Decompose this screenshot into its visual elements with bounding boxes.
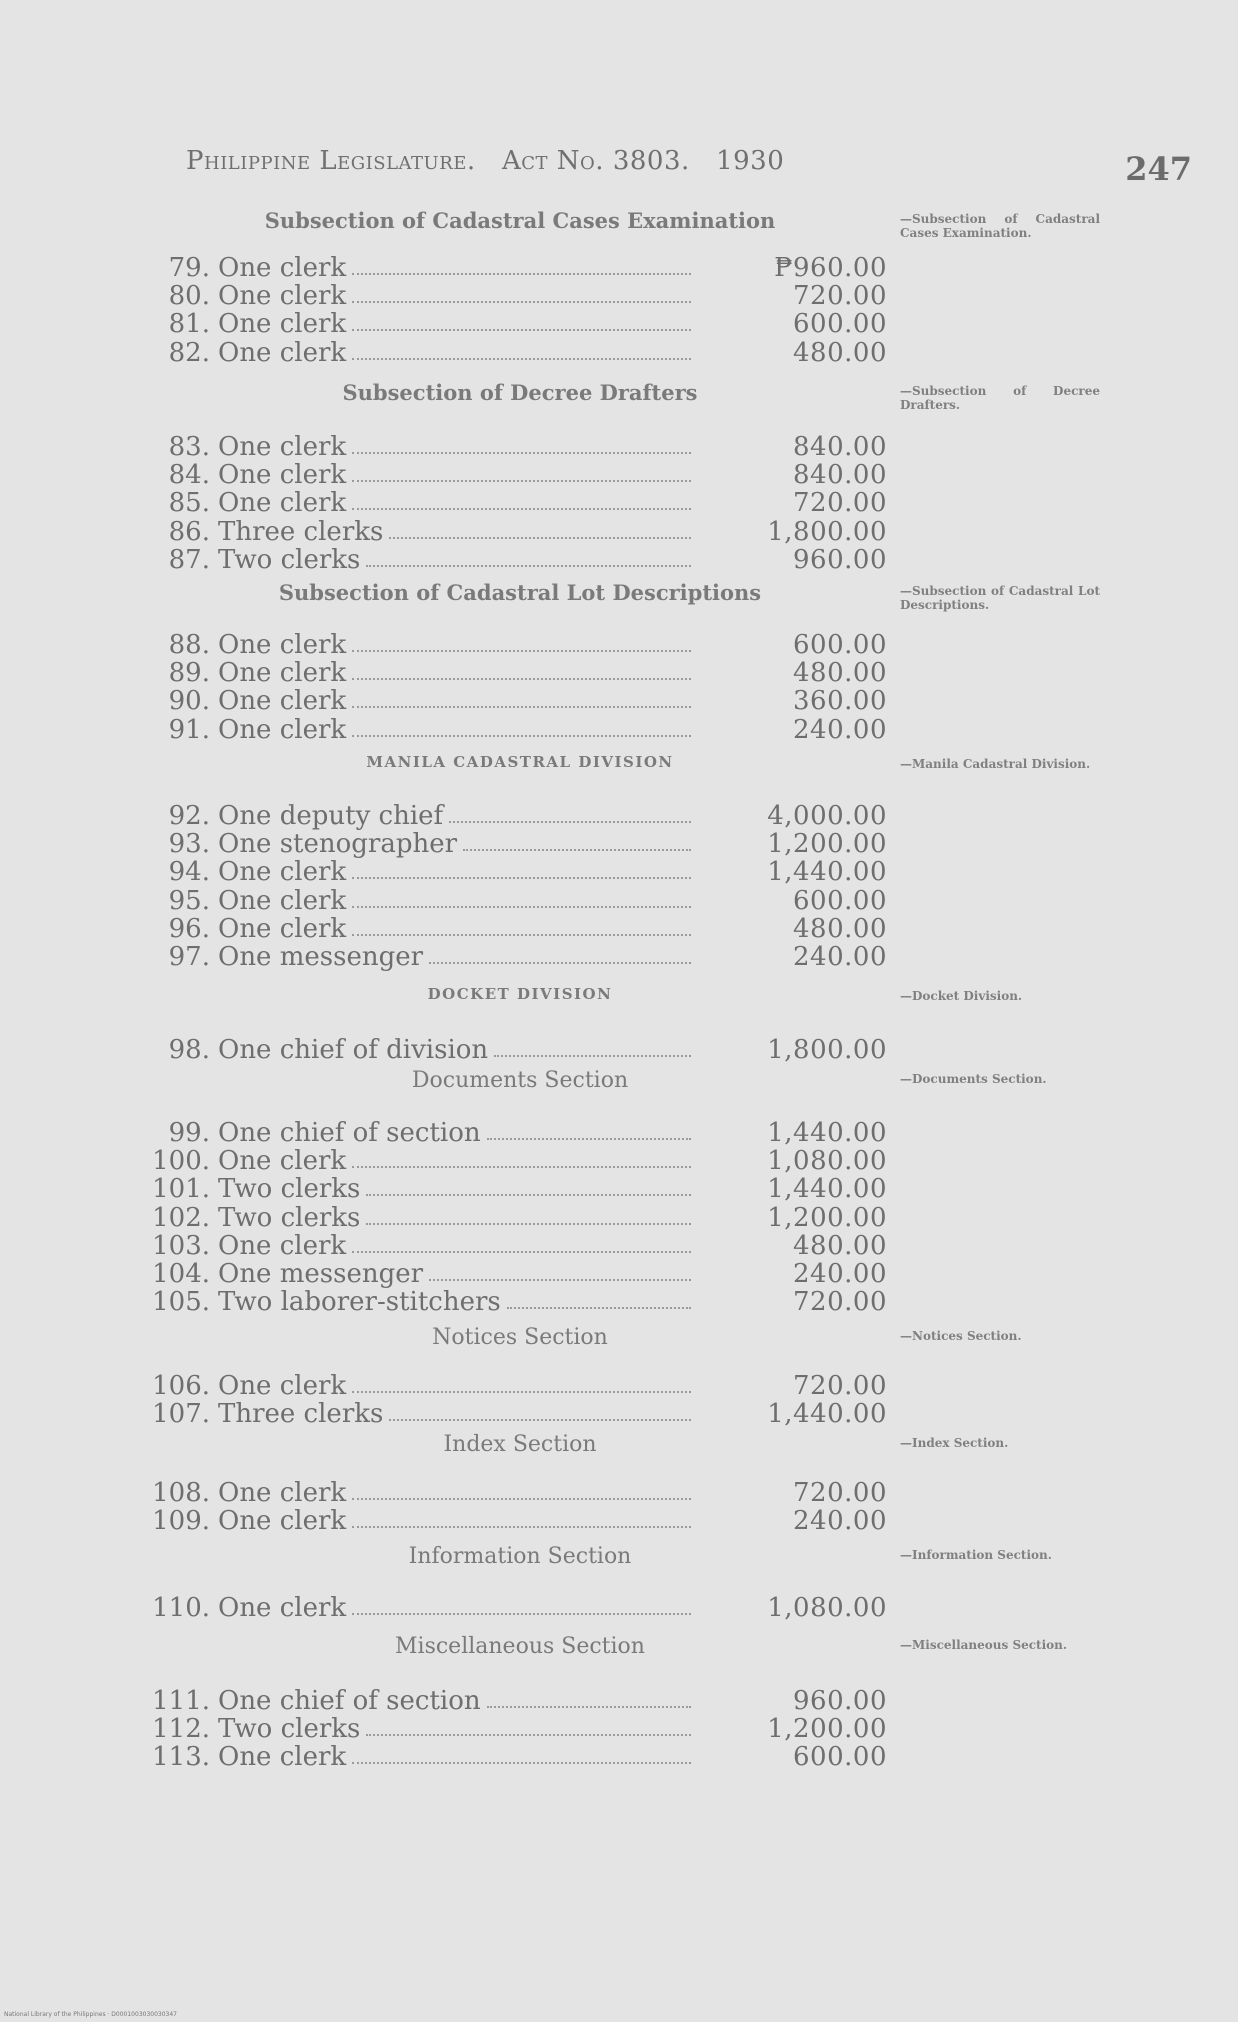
dot-leader xyxy=(487,1136,691,1140)
list-item xyxy=(152,338,887,366)
item-amount: 480.00 xyxy=(793,658,887,689)
dot-leader xyxy=(429,960,691,964)
item-number: 91. xyxy=(168,714,210,745)
dot-leader xyxy=(352,676,691,680)
item-description: One messenger xyxy=(218,942,424,972)
item-description: Two clerks xyxy=(218,1202,361,1233)
item-description: One chief of division xyxy=(218,1035,489,1065)
item-amount: 720.00 xyxy=(793,1287,887,1318)
item-number: 84. xyxy=(168,460,210,491)
section-heading: Subsection of Cadastral Lot Descriptions xyxy=(278,580,762,605)
section-heading: Documents Section xyxy=(411,1068,629,1093)
dot-leader xyxy=(352,1760,691,1764)
item-description: One clerk xyxy=(218,658,347,689)
item-description: One clerk xyxy=(218,337,347,368)
item-number: 83. xyxy=(168,432,210,462)
list-item xyxy=(152,1506,887,1537)
item-description: One clerk xyxy=(218,630,347,660)
dot-leader xyxy=(352,704,691,708)
list-item xyxy=(152,1146,887,1177)
list-item xyxy=(152,432,887,460)
dot-leader xyxy=(449,819,691,823)
dot-leader xyxy=(352,932,691,936)
item-amount: 840.00 xyxy=(793,432,887,462)
dot-leader xyxy=(352,1496,691,1500)
margin-note: —Miscellaneous Section. xyxy=(900,1638,1068,1652)
item-description: One clerk xyxy=(218,885,347,916)
item-amount: 1,440.00 xyxy=(767,1174,887,1205)
item-number: 113. xyxy=(152,1742,210,1773)
header-act: Act No. 3803. xyxy=(501,146,690,176)
section-heading: MANILA CADASTRAL DIVISION xyxy=(366,753,674,771)
item-description: One clerk xyxy=(218,686,347,717)
item-description: Two clerks xyxy=(218,1174,361,1205)
page-number: 247 xyxy=(1125,150,1192,188)
item-description: Two clerks xyxy=(218,544,361,575)
list-item xyxy=(152,517,887,545)
dot-leader xyxy=(463,847,691,851)
item-amount: 600.00 xyxy=(793,630,887,660)
item-number: 81. xyxy=(168,309,210,340)
item-amount: 4,000.00 xyxy=(767,801,887,831)
list-item xyxy=(152,1742,887,1773)
item-amount: 1,440.00 xyxy=(767,1399,887,1430)
list-item xyxy=(152,857,887,888)
running-header xyxy=(186,146,784,176)
dot-leader xyxy=(389,535,691,539)
footer-credit: National Library of the Philippines · D0001003030030347 xyxy=(4,2011,177,2018)
item-number: 97. xyxy=(168,942,210,972)
margin-note: —Manila Cadastral Division. xyxy=(900,757,1091,771)
item-number: 105. xyxy=(152,1287,210,1318)
item-amount: 480.00 xyxy=(793,337,887,368)
dot-leader xyxy=(352,648,691,652)
item-amount: 600.00 xyxy=(793,885,887,916)
item-number: 82. xyxy=(168,337,210,368)
list-item xyxy=(152,630,887,658)
item-description: One clerk xyxy=(218,857,347,888)
item-description: Three clerks xyxy=(218,516,384,547)
margin-note: —Index Section. xyxy=(900,1436,1009,1450)
item-amount: 840.00 xyxy=(793,460,887,491)
item-number: 79. xyxy=(168,253,210,283)
dot-leader xyxy=(389,1417,691,1421)
section-heading: Subsection of Decree Drafters xyxy=(342,380,698,405)
item-number: 102. xyxy=(152,1202,210,1233)
item-description: One deputy chief xyxy=(218,801,444,831)
item-number: 109. xyxy=(152,1506,210,1537)
item-number: 101. xyxy=(152,1174,210,1205)
item-description: Two clerks xyxy=(218,1714,361,1745)
item-number: 106. xyxy=(152,1371,210,1401)
list-item xyxy=(152,1478,887,1506)
margin-note: —Notices Section. xyxy=(900,1329,1022,1343)
item-description: One clerk xyxy=(218,714,347,745)
margin-note: —Documents Section. xyxy=(900,1072,1047,1086)
item-amount: 1,080.00 xyxy=(767,1593,887,1623)
list-item xyxy=(152,942,887,970)
item-amount: 1,800.00 xyxy=(767,516,887,547)
dot-leader xyxy=(352,271,691,275)
dot-leader xyxy=(487,1704,691,1708)
item-amount: 240.00 xyxy=(793,714,887,745)
dot-leader xyxy=(352,327,691,331)
list-item xyxy=(152,460,887,491)
list-item xyxy=(152,829,887,860)
item-number: 103. xyxy=(152,1230,210,1261)
list-item xyxy=(152,686,887,717)
section-heading: Miscellaneous Section xyxy=(395,1634,645,1659)
item-description: One clerk xyxy=(218,1593,347,1623)
list-item xyxy=(152,1035,887,1063)
margin-note: —Information Section. xyxy=(900,1548,1052,1562)
item-number: 90. xyxy=(168,686,210,717)
item-description: One clerk xyxy=(218,488,347,519)
item-number: 98. xyxy=(168,1035,210,1065)
item-amount: 960.00 xyxy=(793,1686,887,1716)
item-description: One clerk xyxy=(218,432,347,462)
list-item xyxy=(152,1118,887,1146)
dot-leader xyxy=(366,1732,691,1736)
item-description: One clerk xyxy=(218,1371,347,1401)
list-item xyxy=(152,1593,887,1621)
margin-note: —Subsection of Cadastral Lot Descriptions. xyxy=(900,584,1100,612)
item-number: 86. xyxy=(168,516,210,547)
item-amount: 480.00 xyxy=(793,1230,887,1261)
item-description: One clerk xyxy=(218,913,347,944)
item-amount: 720.00 xyxy=(793,281,887,312)
list-item xyxy=(152,253,887,281)
item-number: 104. xyxy=(152,1259,210,1289)
dot-leader xyxy=(507,1305,691,1309)
item-amount: 240.00 xyxy=(793,942,887,972)
item-number: 80. xyxy=(168,281,210,312)
margin-note: —Docket Division. xyxy=(900,989,1023,1003)
item-amount: 600.00 xyxy=(793,1742,887,1773)
list-item xyxy=(152,914,887,942)
item-amount: 240.00 xyxy=(793,1259,887,1289)
margin-note: —Subsection of Decree Drafters. xyxy=(900,384,1100,412)
item-number: 112. xyxy=(152,1714,210,1745)
dot-leader xyxy=(429,1277,691,1281)
item-description: Two laborer-stitchers xyxy=(218,1287,501,1318)
list-item xyxy=(152,1714,887,1745)
item-number: 107. xyxy=(152,1399,210,1430)
item-number: 85. xyxy=(168,488,210,519)
item-amount: 720.00 xyxy=(793,488,887,519)
dot-leader xyxy=(366,563,691,567)
section-heading: Subsection of Cadastral Cases Examination xyxy=(264,208,776,233)
list-item xyxy=(152,309,887,340)
item-description: One chief of section xyxy=(218,1118,481,1148)
item-description: One clerk xyxy=(218,1742,347,1773)
item-number: 95. xyxy=(168,885,210,916)
dot-leader xyxy=(352,904,691,908)
item-description: One clerk xyxy=(218,460,347,491)
list-item xyxy=(152,281,887,312)
dot-leader xyxy=(352,1249,691,1253)
item-amount: 960.00 xyxy=(793,544,887,575)
item-description: One clerk xyxy=(218,309,347,340)
list-item xyxy=(152,886,887,914)
item-amount: 1,080.00 xyxy=(767,1146,887,1177)
item-amount: 360.00 xyxy=(793,686,887,717)
list-item xyxy=(152,658,887,689)
list-item xyxy=(152,1174,887,1205)
item-amount: 600.00 xyxy=(793,309,887,340)
section-heading: Information Section xyxy=(408,1544,632,1569)
list-item xyxy=(152,1371,887,1399)
dot-leader xyxy=(352,1524,691,1528)
item-amount: 720.00 xyxy=(793,1478,887,1508)
item-description: Three clerks xyxy=(218,1399,384,1430)
list-item xyxy=(152,1399,887,1430)
dot-leader xyxy=(366,1221,691,1225)
item-amount: 1,440.00 xyxy=(767,857,887,888)
item-description: One clerk xyxy=(218,1478,347,1508)
item-amount: 1,200.00 xyxy=(767,1714,887,1745)
item-amount: 1,200.00 xyxy=(767,1202,887,1233)
item-description: One clerk xyxy=(218,253,347,283)
item-number: 94. xyxy=(168,857,210,888)
item-description: One clerk xyxy=(218,281,347,312)
header-left: Philippine Legislature. xyxy=(186,146,476,176)
item-number: 87. xyxy=(168,544,210,575)
item-number: 92. xyxy=(168,801,210,831)
list-item xyxy=(152,1287,887,1318)
dot-leader xyxy=(352,450,691,454)
list-item xyxy=(152,545,887,573)
list-item xyxy=(152,801,887,829)
dot-leader xyxy=(352,1164,691,1168)
item-number: 88. xyxy=(168,630,210,660)
dot-leader xyxy=(352,1611,691,1615)
item-description: One messenger xyxy=(218,1259,424,1289)
section-heading: Notices Section xyxy=(432,1325,608,1350)
item-number: 99. xyxy=(168,1118,210,1148)
item-number: 93. xyxy=(168,829,210,860)
item-amount: 1,200.00 xyxy=(767,829,887,860)
dot-leader xyxy=(352,478,691,482)
item-number: 100. xyxy=(152,1146,210,1177)
margin-note: —Subsection of Cadastral Cases Examination. xyxy=(900,212,1100,240)
item-amount: 240.00 xyxy=(793,1506,887,1537)
section-heading: Index Section xyxy=(443,1432,597,1457)
item-description: One clerk xyxy=(218,1230,347,1261)
list-item xyxy=(152,715,887,743)
item-number: 96. xyxy=(168,913,210,944)
item-number: 111. xyxy=(152,1686,210,1716)
list-item xyxy=(152,1686,887,1714)
item-amount: 480.00 xyxy=(793,913,887,944)
dot-leader xyxy=(352,356,691,360)
item-description: One chief of section xyxy=(218,1686,481,1716)
item-amount: 720.00 xyxy=(793,1371,887,1401)
list-item xyxy=(152,1203,887,1231)
list-item xyxy=(152,488,887,519)
dot-leader xyxy=(352,299,691,303)
dot-leader xyxy=(352,733,691,737)
item-amount: ₱960.00 xyxy=(774,253,887,283)
item-description: One clerk xyxy=(218,1146,347,1177)
dot-leader xyxy=(352,1389,691,1393)
list-item xyxy=(152,1259,887,1287)
dot-leader xyxy=(352,875,691,879)
dot-leader xyxy=(494,1053,691,1057)
item-description: One clerk xyxy=(218,1506,347,1537)
list-item xyxy=(152,1231,887,1259)
dot-leader xyxy=(352,506,691,510)
item-number: 89. xyxy=(168,658,210,689)
item-number: 108. xyxy=(152,1478,210,1508)
item-description: One stenographer xyxy=(218,829,458,860)
dot-leader xyxy=(366,1192,691,1196)
section-heading: DOCKET DIVISION xyxy=(427,985,613,1003)
item-amount: 1,800.00 xyxy=(767,1035,887,1065)
item-number: 110. xyxy=(152,1593,210,1623)
header-year: 1930 xyxy=(716,146,785,176)
item-amount: 1,440.00 xyxy=(767,1118,887,1148)
